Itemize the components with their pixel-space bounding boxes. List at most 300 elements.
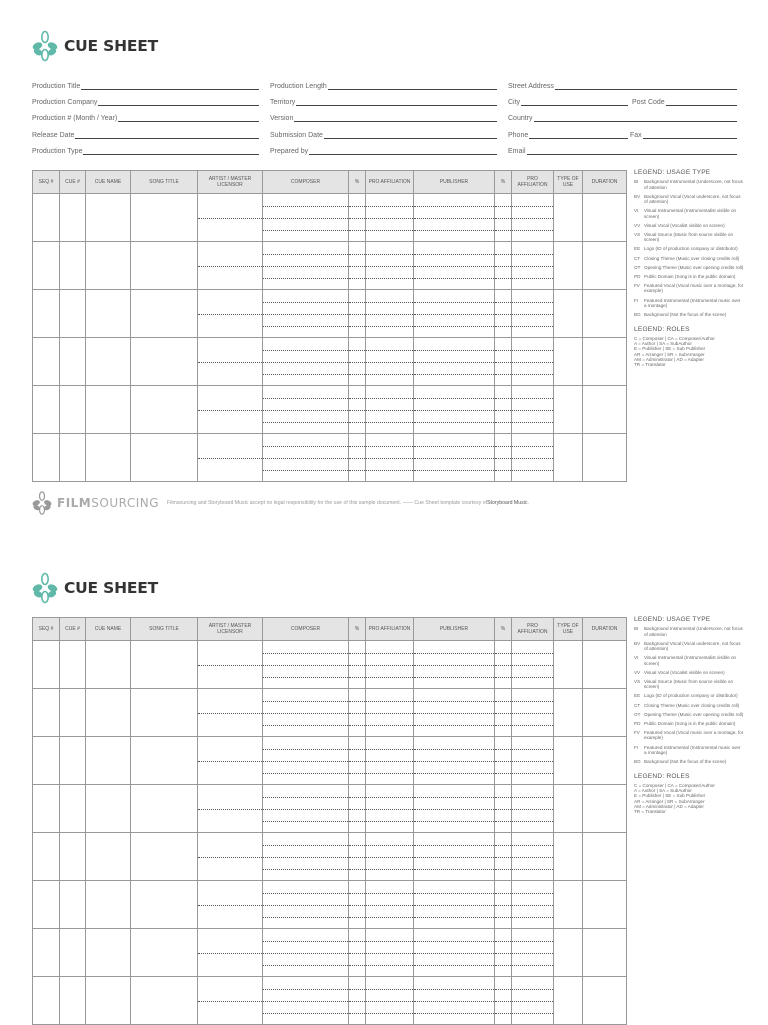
table-row	[33, 386, 627, 434]
legend-item	[634, 283, 744, 294]
table-cell[interactable]	[366, 290, 414, 338]
table-cell[interactable]	[33, 737, 60, 785]
table-cell[interactable]	[583, 434, 627, 482]
column-header: SEQ #	[33, 618, 60, 641]
table-cell[interactable]	[33, 338, 60, 386]
table-cell[interactable]	[263, 386, 349, 434]
table-cell[interactable]	[349, 641, 366, 689]
table-cell[interactable]	[512, 929, 554, 977]
table-cell[interactable]	[495, 242, 512, 290]
role-line: AR = Arranger | SR = SubArranger	[634, 351, 705, 357]
table-cell[interactable]	[495, 689, 512, 737]
legend-code: OT	[634, 264, 641, 270]
table-cell[interactable]	[263, 242, 349, 290]
table-cell[interactable]	[512, 290, 554, 338]
table-cell[interactable]	[131, 785, 198, 833]
table-cell[interactable]	[86, 434, 131, 482]
email-field[interactable]: Email	[508, 145, 737, 155]
table-cell[interactable]	[131, 977, 198, 1025]
table-cell[interactable]	[366, 689, 414, 737]
legend-text: Closing Theme (Music over closing credits roll)	[644, 702, 740, 708]
column-header: PRO AFFILIATION	[366, 171, 414, 194]
column-header: SONG TITLE	[131, 618, 198, 641]
table-cell[interactable]	[60, 689, 86, 737]
table-cell[interactable]	[86, 386, 131, 434]
table-cell[interactable]	[414, 785, 495, 833]
table-cell[interactable]	[131, 881, 198, 929]
table-cell[interactable]	[86, 881, 131, 929]
legend-code: FI	[634, 744, 639, 750]
legend-item	[634, 712, 744, 717]
table-cell[interactable]	[554, 641, 583, 689]
table-cell[interactable]	[198, 641, 263, 689]
table-cell[interactable]	[60, 977, 86, 1025]
table-cell[interactable]	[131, 338, 198, 386]
column-header: CUE #	[60, 171, 86, 194]
table-cell[interactable]	[512, 242, 554, 290]
table-cell[interactable]	[414, 929, 495, 977]
table-cell[interactable]	[414, 290, 495, 338]
table-cell[interactable]	[349, 881, 366, 929]
table-cell[interactable]	[86, 929, 131, 977]
table-cell[interactable]	[263, 194, 349, 242]
table-cell[interactable]	[131, 737, 198, 785]
table-cell[interactable]	[495, 290, 512, 338]
table-cell[interactable]	[198, 929, 263, 977]
table-row	[33, 833, 627, 881]
table-cell[interactable]	[495, 338, 512, 386]
legend-code: EE	[634, 246, 641, 252]
storyboard-music-credit: Storyboard Music	[487, 500, 528, 506]
column-header: CUE NAME	[86, 171, 131, 194]
table-cell[interactable]	[495, 641, 512, 689]
legend-item	[634, 670, 744, 675]
table-cell[interactable]	[414, 386, 495, 434]
table-cell[interactable]	[366, 338, 414, 386]
table-cell[interactable]	[366, 641, 414, 689]
table-cell[interactable]	[554, 929, 583, 977]
legend-usage-heading: LEGEND: USAGE TYPE	[634, 169, 711, 176]
role-line: AR = Arranger | SR = SubArranger	[634, 798, 705, 804]
legend-code: VI	[634, 655, 639, 661]
table-cell[interactable]	[583, 290, 627, 338]
table-cell[interactable]	[512, 833, 554, 881]
table-cell[interactable]	[366, 194, 414, 242]
logo	[32, 572, 158, 604]
role-line: E = Publisher | SE = Sub Publisher	[634, 346, 706, 352]
table-cell[interactable]	[33, 290, 60, 338]
legend-roles-heading: LEGEND: ROLES	[634, 773, 690, 781]
legend-code: VS	[634, 231, 641, 237]
table-row	[33, 641, 627, 689]
table-cell[interactable]	[495, 833, 512, 881]
table-cell[interactable]	[349, 785, 366, 833]
table-cell[interactable]	[495, 785, 512, 833]
table-cell[interactable]	[349, 386, 366, 434]
table-cell[interactable]	[131, 833, 198, 881]
table-cell[interactable]	[414, 833, 495, 881]
table-cell[interactable]	[583, 833, 627, 881]
legend-text: Public Domain (Song is in the public domain)	[644, 273, 736, 279]
table-cell[interactable]	[554, 833, 583, 881]
column-header: SEQ #	[33, 171, 60, 194]
table-cell[interactable]	[512, 338, 554, 386]
legend-item	[634, 641, 744, 652]
role-line: TR = Translator	[634, 362, 666, 368]
column-header: PUBLISHER	[414, 171, 495, 194]
table-cell[interactable]	[33, 641, 60, 689]
submission-date-field[interactable]: Submission Date	[270, 129, 497, 139]
table-cell[interactable]	[60, 641, 86, 689]
table-cell[interactable]	[86, 737, 131, 785]
table-cell[interactable]	[131, 290, 198, 338]
legend-code: EE	[634, 693, 641, 699]
table-cell[interactable]	[33, 881, 60, 929]
table-cell[interactable]	[366, 386, 414, 434]
table-cell[interactable]	[263, 689, 349, 737]
table-cell[interactable]	[263, 977, 349, 1025]
legend-item	[634, 223, 744, 228]
version-field[interactable]: Version	[270, 112, 497, 122]
table-cell[interactable]	[263, 785, 349, 833]
column-header: COMPOSER	[263, 171, 349, 194]
table-cell[interactable]	[263, 881, 349, 929]
table-cell[interactable]	[512, 386, 554, 434]
table-cell[interactable]	[583, 737, 627, 785]
table-cell[interactable]	[366, 434, 414, 482]
role-line: C = Composer | CA = Composer/Author	[634, 782, 715, 788]
street-address-field[interactable]: Street Address	[508, 80, 737, 90]
table-cell[interactable]	[495, 881, 512, 929]
table-cell[interactable]	[263, 434, 349, 482]
table-cell[interactable]	[131, 689, 198, 737]
table-cell[interactable]	[414, 881, 495, 929]
table-cell[interactable]	[198, 785, 263, 833]
legend-item	[634, 265, 744, 270]
table-cell[interactable]	[583, 881, 627, 929]
table-cell[interactable]	[33, 929, 60, 977]
table-row	[33, 290, 627, 338]
roles-list	[634, 783, 744, 815]
table-cell[interactable]	[366, 881, 414, 929]
table-cell[interactable]	[366, 785, 414, 833]
table-cell[interactable]	[349, 737, 366, 785]
table-cell[interactable]	[414, 194, 495, 242]
column-header: CUE NAME	[86, 618, 131, 641]
table-cell[interactable]	[86, 977, 131, 1025]
table-row	[33, 785, 627, 833]
table-cell[interactable]	[512, 881, 554, 929]
column-header: PRO AFFILIATION	[366, 618, 414, 641]
legend-code: VI	[634, 208, 639, 214]
legend-item	[634, 179, 744, 190]
table-cell[interactable]	[60, 242, 86, 290]
table-cell[interactable]	[554, 386, 583, 434]
table-cell[interactable]	[131, 242, 198, 290]
table-cell[interactable]	[414, 242, 495, 290]
table-cell[interactable]	[86, 338, 131, 386]
table-cell[interactable]	[554, 785, 583, 833]
table-cell[interactable]	[512, 737, 554, 785]
legend-code: OT	[634, 711, 641, 717]
table-cell[interactable]	[131, 929, 198, 977]
legend-item	[634, 232, 744, 243]
cue-table	[32, 617, 627, 1025]
table-cell[interactable]	[583, 641, 627, 689]
table-cell[interactable]	[512, 785, 554, 833]
legend-text: Closing Theme (Music over closing credits roll)	[644, 255, 740, 261]
table-cell[interactable]	[366, 929, 414, 977]
table-cell[interactable]	[263, 641, 349, 689]
table-cell[interactable]	[554, 290, 583, 338]
legend-item	[634, 312, 744, 317]
table-cell[interactable]	[349, 290, 366, 338]
post-code-field[interactable]: Post Code	[632, 96, 737, 106]
table-cell[interactable]	[495, 434, 512, 482]
table-cell[interactable]	[495, 386, 512, 434]
filmsourcing-brand: FILMSOURCING	[57, 496, 160, 510]
table-cell[interactable]	[60, 338, 86, 386]
table-cell[interactable]	[198, 977, 263, 1025]
table-cell[interactable]	[349, 434, 366, 482]
fax-field[interactable]: Fax	[630, 129, 737, 139]
table-row	[33, 881, 627, 929]
table-row	[33, 434, 627, 482]
table-cell[interactable]	[554, 977, 583, 1025]
table-cell[interactable]	[86, 290, 131, 338]
table-cell[interactable]	[60, 785, 86, 833]
table-cell[interactable]	[198, 386, 263, 434]
page-2	[0, 540, 768, 1024]
table-cell[interactable]	[263, 929, 349, 977]
table-cell[interactable]	[366, 977, 414, 1025]
table-cell[interactable]	[86, 833, 131, 881]
table-cell[interactable]	[86, 194, 131, 242]
column-header: COMPOSER	[263, 618, 349, 641]
legend-item	[634, 730, 744, 741]
table-cell[interactable]	[414, 689, 495, 737]
table-cell[interactable]	[583, 338, 627, 386]
release-date-field[interactable]: Release Date	[32, 129, 259, 139]
city-field[interactable]: City	[508, 96, 628, 106]
table-cell[interactable]	[60, 737, 86, 785]
table-cell[interactable]	[583, 386, 627, 434]
table-cell[interactable]	[198, 881, 263, 929]
table-row	[33, 977, 627, 1025]
table-cell[interactable]	[583, 977, 627, 1025]
table-cell[interactable]	[366, 833, 414, 881]
production-type-field[interactable]: Production Type	[32, 145, 259, 155]
table-cell[interactable]	[349, 689, 366, 737]
table-cell[interactable]	[131, 641, 198, 689]
territory-field[interactable]: Territory	[270, 96, 497, 106]
legend-code: FV	[634, 283, 640, 289]
prepared-by-field[interactable]: Prepared by	[270, 145, 497, 155]
legend-code: PD	[634, 720, 641, 726]
table-cell[interactable]	[263, 737, 349, 785]
table-cell[interactable]	[349, 242, 366, 290]
table-cell[interactable]	[33, 785, 60, 833]
legend-text: Visual Vocal (Vocalist visible on screen)	[644, 669, 725, 675]
column-header: DURATION	[583, 171, 627, 194]
legend-text: Background Instrumental (Underscore, not focus of attention	[644, 179, 743, 190]
table-cell[interactable]	[33, 689, 60, 737]
table-cell[interactable]	[414, 641, 495, 689]
table-cell[interactable]	[60, 194, 86, 242]
legend-text: Visual Source (Music from source visible on screen)	[644, 231, 734, 243]
column-header: PRO AFFILIATION	[512, 171, 554, 194]
table-cell[interactable]	[198, 194, 263, 242]
legend-text: Opening Theme (Music over opening credits roll)	[644, 711, 744, 717]
table-row	[33, 689, 627, 737]
table-cell[interactable]	[198, 338, 263, 386]
production-title-field[interactable]: Production Title	[32, 80, 259, 90]
legend-text: Background Instrumental (Underscore, not focus of attention	[644, 626, 743, 637]
table-cell[interactable]	[512, 689, 554, 737]
legend-code: VS	[634, 678, 641, 684]
production-company-field[interactable]: Production Company	[32, 96, 259, 106]
table-cell[interactable]	[554, 434, 583, 482]
legend-text: Featured Instrumental (Instrumental music over a montage)	[644, 744, 741, 755]
table-cell[interactable]	[198, 290, 263, 338]
table-cell[interactable]	[86, 641, 131, 689]
production-number-field[interactable]: Production # (Month / Year)	[32, 112, 259, 122]
table-cell[interactable]	[263, 833, 349, 881]
column-header: TYPE OF USE	[554, 618, 583, 641]
legend-item	[634, 655, 744, 666]
legend-item	[634, 256, 744, 261]
table-cell[interactable]	[198, 242, 263, 290]
table-cell[interactable]	[366, 737, 414, 785]
table-row	[33, 242, 627, 290]
table-cell[interactable]	[86, 242, 131, 290]
table-cell[interactable]	[198, 434, 263, 482]
legend-code: PD	[634, 273, 641, 279]
legend-text: Background (Not the focus of the scene)	[644, 759, 727, 765]
table-cell[interactable]	[349, 338, 366, 386]
legend-item	[634, 298, 744, 309]
table-cell[interactable]	[366, 242, 414, 290]
legend-text: Featured Vocal (Vocal music over a montage, for example)	[644, 283, 744, 294]
legend-item	[634, 679, 744, 690]
table-cell[interactable]	[554, 737, 583, 785]
phone-field[interactable]: Phone	[508, 129, 628, 139]
table-cell[interactable]	[60, 929, 86, 977]
table-cell[interactable]	[131, 194, 198, 242]
legend-item	[634, 703, 744, 708]
table-cell[interactable]	[583, 194, 627, 242]
table-cell[interactable]	[33, 833, 60, 881]
flower-logo-icon	[32, 572, 58, 604]
table-cell[interactable]	[60, 833, 86, 881]
table-cell[interactable]	[512, 194, 554, 242]
table-cell[interactable]	[512, 641, 554, 689]
page-title: CUE SHEET	[64, 37, 159, 55]
table-cell[interactable]	[33, 242, 60, 290]
legend-item	[634, 274, 744, 279]
column-header: PUBLISHER	[414, 618, 495, 641]
table-cell[interactable]	[554, 881, 583, 929]
legend-code: VV	[634, 222, 641, 228]
table-cell[interactable]	[263, 290, 349, 338]
table-cell[interactable]	[86, 785, 131, 833]
table-cell[interactable]	[60, 386, 86, 434]
table-cell[interactable]	[414, 977, 495, 1025]
table-cell[interactable]	[512, 434, 554, 482]
table-cell[interactable]	[349, 833, 366, 881]
table-cell[interactable]	[263, 338, 349, 386]
table-cell[interactable]	[33, 434, 60, 482]
table-cell[interactable]	[512, 977, 554, 1025]
table-cell[interactable]	[554, 338, 583, 386]
table-cell[interactable]	[198, 737, 263, 785]
table-cell[interactable]	[198, 833, 263, 881]
legend-text: Logo (ID of production company or distributor)	[644, 693, 738, 699]
table-cell[interactable]	[349, 977, 366, 1025]
legend-item	[634, 626, 744, 637]
table-cell[interactable]	[60, 290, 86, 338]
table-cell[interactable]	[583, 242, 627, 290]
country-field[interactable]: Country	[508, 112, 737, 122]
legend-code: CT	[634, 255, 641, 261]
table-cell[interactable]	[495, 977, 512, 1025]
table-cell[interactable]	[33, 977, 60, 1025]
legend-text: Logo (ID of production company or distributor)	[644, 246, 738, 252]
table-cell[interactable]	[554, 194, 583, 242]
table-cell[interactable]	[414, 434, 495, 482]
page-title: CUE SHEET	[64, 579, 159, 597]
legend-text: Featured Vocal (Vocal music over a montage, for example)	[644, 730, 744, 741]
legend-text: Visual Vocal (Vocalist visible on screen)	[644, 222, 725, 228]
table-cell[interactable]	[414, 737, 495, 785]
table-cell[interactable]	[349, 194, 366, 242]
table-row	[33, 338, 627, 386]
legend-item	[634, 759, 744, 764]
legend-code: BI	[634, 179, 639, 185]
column-header: PRO AFFILIATION	[512, 618, 554, 641]
legend	[634, 170, 744, 368]
column-header: ARTIST / MASTER LICENSOR	[198, 618, 263, 641]
legend-usage-heading: LEGEND: USAGE TYPE	[634, 616, 711, 623]
legend-text: Background Vocal (Vocal underscore, not focus of attention)	[644, 640, 741, 652]
table-cell[interactable]	[60, 881, 86, 929]
table-cell[interactable]	[495, 737, 512, 785]
table-cell[interactable]	[583, 689, 627, 737]
table-cell[interactable]	[60, 434, 86, 482]
table-cell[interactable]	[554, 689, 583, 737]
table-cell[interactable]	[414, 338, 495, 386]
legend-code: BI	[634, 626, 639, 632]
table-cell[interactable]	[33, 194, 60, 242]
table-cell[interactable]	[583, 785, 627, 833]
table-cell[interactable]	[131, 434, 198, 482]
table-cell[interactable]	[495, 929, 512, 977]
logo	[32, 30, 158, 62]
table-cell[interactable]	[349, 929, 366, 977]
table-cell[interactable]	[131, 386, 198, 434]
legend-item	[634, 745, 744, 756]
table-cell[interactable]	[554, 242, 583, 290]
table-cell[interactable]	[583, 929, 627, 977]
disclaimer-text: Filmsourcing and Storyboard Music accept no legal responsibility for the use of this sample document. —— Cue Sheet template courtesy of	[167, 500, 488, 506]
production-length-field[interactable]: Production Length	[270, 80, 497, 90]
table-header-row	[33, 618, 627, 641]
table-cell[interactable]	[33, 386, 60, 434]
column-header: %	[495, 618, 512, 641]
table-cell[interactable]	[495, 194, 512, 242]
table-cell[interactable]	[86, 689, 131, 737]
table-cell[interactable]	[198, 689, 263, 737]
